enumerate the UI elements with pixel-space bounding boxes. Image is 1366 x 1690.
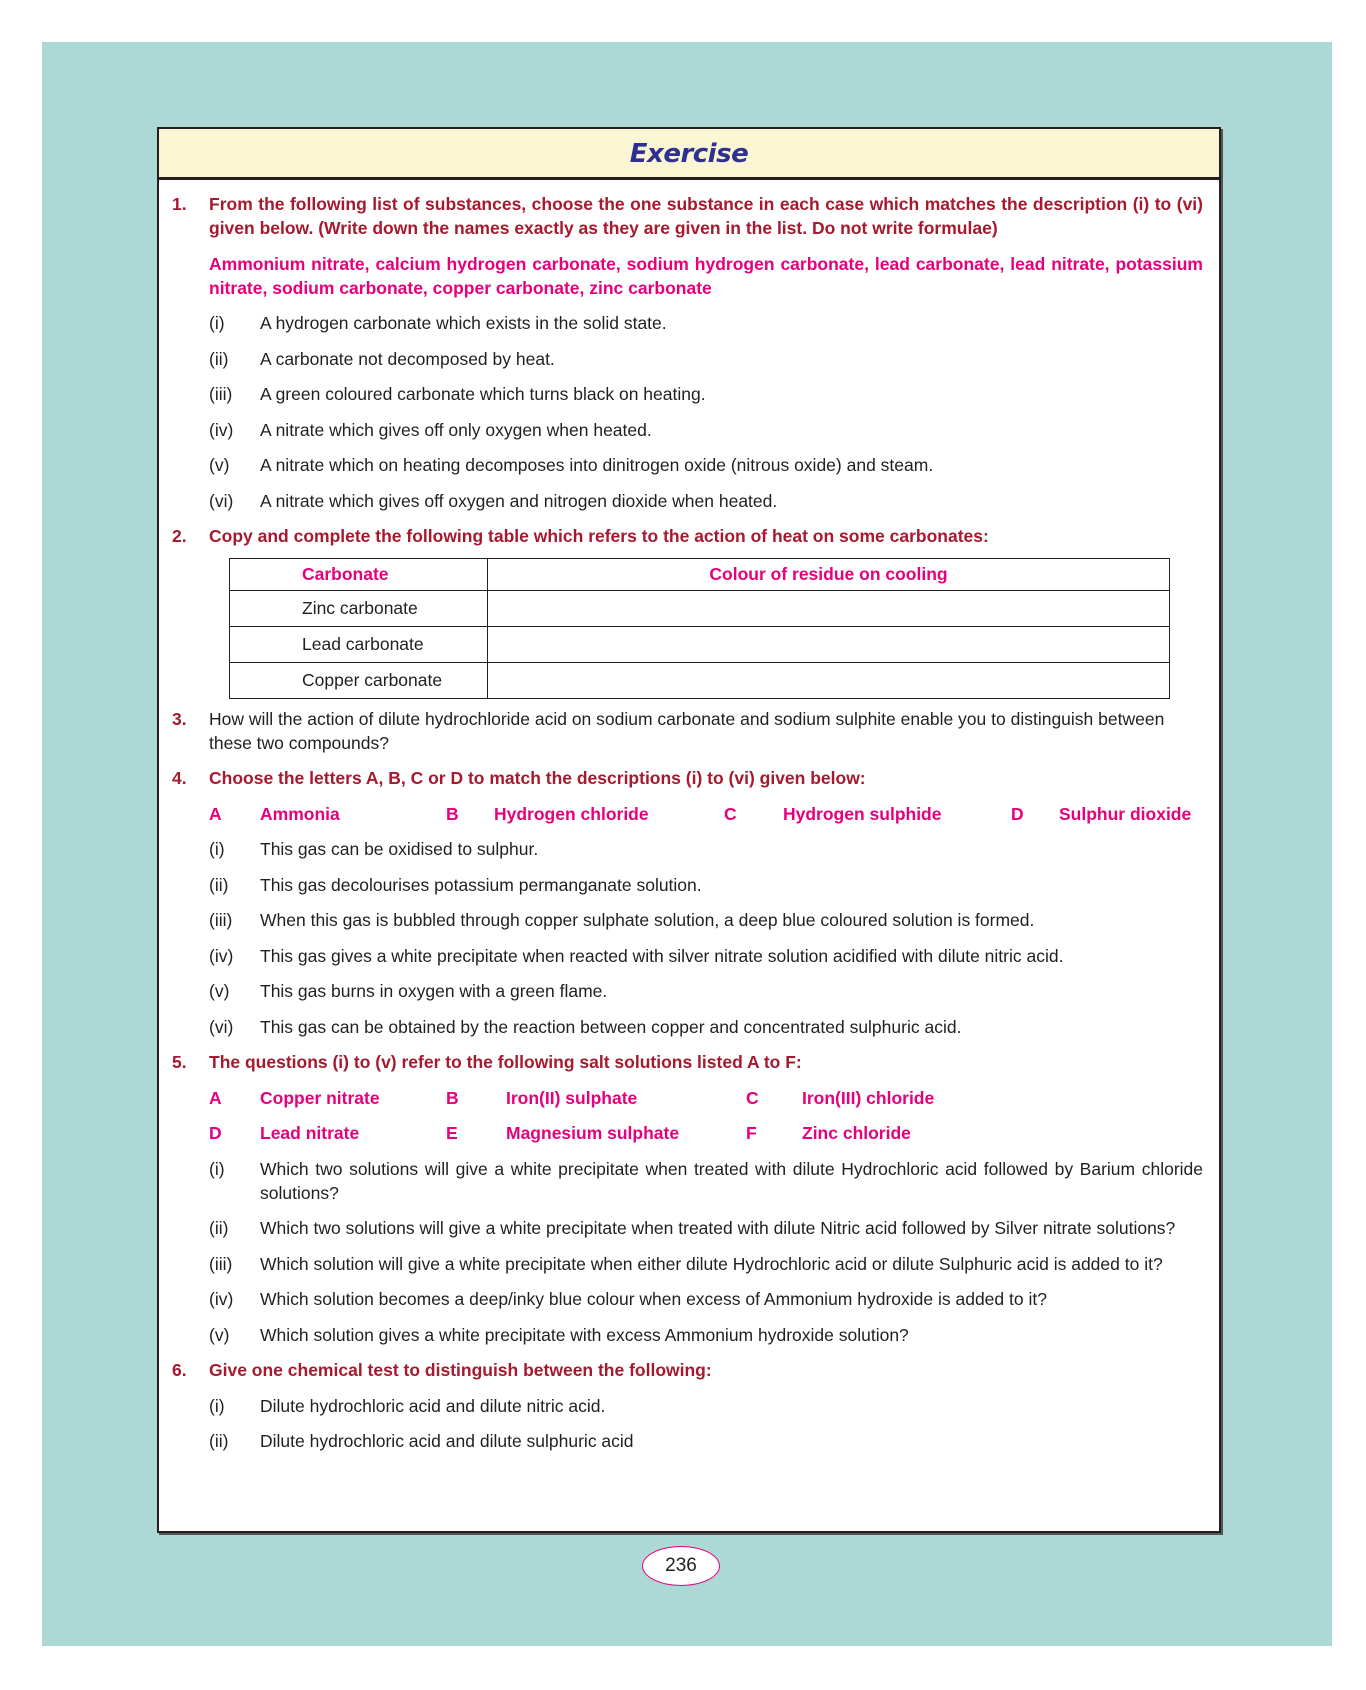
option-letter: D	[209, 1123, 222, 1143]
sub-question-number: (v)	[209, 1324, 230, 1345]
option-letter: E	[446, 1123, 458, 1143]
option-name: Magnesium sulphate	[506, 1123, 680, 1143]
option-letter: F	[746, 1123, 757, 1143]
sub-question-number: (iii)	[209, 1253, 233, 1274]
sub-question-number: (v)	[209, 455, 230, 475]
sub-question-text: This gas can be obtained by the reaction between copper and concentrated sulphuric acid.	[260, 1016, 962, 1037]
sub-question-number: (iv)	[209, 1289, 234, 1309]
sub-question	[209, 873, 1203, 897]
sub-question-text: This gas can be oxidised to sulphur.	[260, 839, 539, 859]
option-name: Hydrogen sulphide	[783, 803, 942, 824]
sub-question-number: (ii)	[209, 348, 229, 369]
question-number: 2.	[172, 526, 187, 546]
exercise-content	[159, 180, 1219, 1453]
sub-question	[209, 1429, 1203, 1453]
sub-question-number: (vi)	[209, 490, 234, 511]
question-q1	[172, 192, 1203, 240]
table-header: Colour of residue on cooling	[488, 558, 1170, 590]
question-text: Choose the letters A, B, C or D to match the descriptions (i) to (vi) given below:	[209, 768, 866, 788]
question-number: 4.	[172, 768, 187, 788]
option-name: Hydrogen chloride	[494, 803, 649, 824]
option-row	[172, 1121, 1203, 1145]
sub-question	[209, 1287, 1203, 1311]
sub-question	[209, 837, 1203, 861]
exercise-header	[159, 129, 1219, 180]
sub-question	[209, 944, 1203, 968]
question-text: From the following list of substances, choose the one substance in each case which matches the description (i) to (vi) given below. (Write down the names exactly as they are given in the list. Do not write formulae)	[209, 194, 1203, 238]
sub-question-text: A nitrate which on heating decomposes into dinitrogen oxide (nitrous oxide) and steam.	[260, 455, 934, 475]
sub-question	[209, 347, 1203, 371]
question-q3	[172, 707, 1203, 755]
sub-question	[209, 979, 1203, 1003]
question-number: 6.	[172, 1360, 187, 1380]
sub-question	[209, 1252, 1203, 1276]
option-name: Sulphur dioxide	[1059, 803, 1192, 824]
sub-question	[209, 908, 1203, 932]
sub-question-text: Dilute hydrochloric acid and dilute nitric acid.	[260, 1395, 606, 1416]
option-row	[172, 1086, 1203, 1110]
question-number: 1.	[172, 194, 187, 214]
sub-question-text: A nitrate which gives off only oxygen when heated.	[260, 419, 652, 440]
sub-question	[209, 1157, 1203, 1205]
sub-question-text: Which solution becomes a deep/inky blue colour when excess of Ammonium hydroxide is added to it?	[260, 1289, 1047, 1309]
option-letter: A	[209, 803, 222, 824]
option-name: Ammonia	[260, 803, 340, 824]
sub-question-number: (iv)	[209, 945, 234, 966]
sub-question-text: A green coloured carbonate which turns black on heating.	[260, 384, 706, 404]
option-letter: C	[724, 803, 737, 824]
table-cell	[488, 590, 1170, 626]
table-row	[230, 662, 1170, 698]
sub-question	[209, 382, 1203, 406]
question-q6	[172, 1358, 1203, 1382]
question-q4	[172, 766, 1203, 790]
sub-question-number: (i)	[209, 839, 225, 859]
option-name: Iron(II) sulphate	[506, 1087, 638, 1108]
option-name: Zinc chloride	[802, 1123, 911, 1143]
table-row	[230, 626, 1170, 662]
sub-question	[209, 1394, 1203, 1418]
sub-question-text: A carbonate not decomposed by heat.	[260, 348, 555, 369]
table-header-row	[230, 558, 1170, 590]
exercise-title: Exercise	[629, 139, 749, 169]
sub-question-text: A hydrogen carbonate which exists in the solid state.	[260, 313, 667, 333]
sub-question-number: (i)	[209, 313, 225, 333]
question-text: Copy and complete the following table which refers to the action of heat on some carbonates:	[209, 526, 989, 546]
sub-question-text: Which two solutions will give a white precipitate when treated with dilute Nitric acid followed by Silver nitrate solutions?	[260, 1218, 1176, 1238]
sub-question	[209, 1015, 1203, 1039]
table-cell	[488, 662, 1170, 698]
question-number: 3.	[172, 708, 187, 729]
page-number: 236	[642, 1546, 720, 1586]
sub-question-text: Which solution will give a white precipitate when either dilute Hydrochloric acid or dilute Sulphuric acid is added to it?	[260, 1253, 1163, 1274]
substance-list: Ammonium nitrate, calcium hydrogen carbonate, sodium hydrogen carbonate, lead carbonate, lead nitrate, potassium nitrate, sodium carbonate, copper carbonate, zinc carbonate	[209, 253, 1203, 298]
sub-question-text: A nitrate which gives off oxygen and nitrogen dioxide when heated.	[260, 490, 778, 511]
sub-question-number: (i)	[209, 1158, 225, 1179]
question-text: Give one chemical test to distinguish between the following:	[209, 1360, 712, 1380]
option-letter: B	[446, 1087, 459, 1108]
table-cell	[488, 626, 1170, 662]
table-row	[230, 590, 1170, 626]
option-letter: C	[746, 1087, 759, 1108]
question-text: How will the action of dilute hydrochloride acid on sodium carbonate and sodium sulphite enable you to distinguish between these two compounds?	[209, 708, 1165, 753]
sub-question-text: When this gas is bubbled through copper sulphate solution, a deep blue coloured solution is formed.	[260, 910, 1035, 930]
sub-question-text: Which solution gives a white precipitate with excess Ammonium hydroxide solution?	[260, 1324, 909, 1345]
question-q5	[172, 1050, 1203, 1074]
option-letter: B	[446, 803, 459, 824]
sub-question-number: (ii)	[209, 874, 229, 895]
table-cell: Zinc carbonate	[230, 590, 488, 626]
option-row	[172, 802, 1203, 826]
sub-question-number: (iii)	[209, 384, 233, 404]
sub-question	[209, 453, 1203, 477]
sub-question-number: (vi)	[209, 1016, 234, 1037]
sub-question-text: This gas gives a white precipitate when reacted with silver nitrate solution acidified with dilute nitric acid.	[260, 945, 1064, 966]
sub-question	[209, 311, 1203, 335]
option-letter: A	[209, 1087, 222, 1108]
sub-question-text: This gas decolourises potassium permanganate solution.	[260, 874, 702, 895]
sub-question-text: Dilute hydrochloric acid and dilute sulphuric acid	[260, 1431, 634, 1451]
question-number: 5.	[172, 1052, 187, 1072]
exercise-box	[157, 127, 1221, 1533]
sub-question	[209, 418, 1203, 442]
question-q2	[172, 524, 1203, 548]
sub-question-number: (ii)	[209, 1218, 229, 1238]
sub-question-number: (i)	[209, 1395, 225, 1416]
table-cell: Lead carbonate	[230, 626, 488, 662]
question-text: The questions (i) to (v) refer to the following salt solutions listed A to F:	[209, 1052, 802, 1072]
option-letter: D	[1011, 803, 1024, 824]
option-name: Copper nitrate	[260, 1087, 380, 1108]
sub-question-number: (ii)	[209, 1431, 229, 1451]
option-name: Iron(III) chloride	[802, 1087, 935, 1108]
sub-question	[209, 1216, 1203, 1240]
sub-question	[209, 489, 1203, 513]
table-cell: Copper carbonate	[230, 662, 488, 698]
sub-question-number: (iii)	[209, 910, 233, 930]
sub-question-number: (v)	[209, 981, 230, 1001]
table-header: Carbonate	[230, 558, 488, 590]
sub-question-text: This gas burns in oxygen with a green flame.	[260, 981, 608, 1001]
carbonate-table	[229, 558, 1170, 699]
option-name: Lead nitrate	[260, 1123, 360, 1143]
sub-question	[209, 1323, 1203, 1347]
sub-question-text: Which two solutions will give a white precipitate when treated with dilute Hydrochloric acid followed by Barium chloride solutions?	[260, 1158, 1203, 1203]
sub-question-number: (iv)	[209, 419, 234, 440]
